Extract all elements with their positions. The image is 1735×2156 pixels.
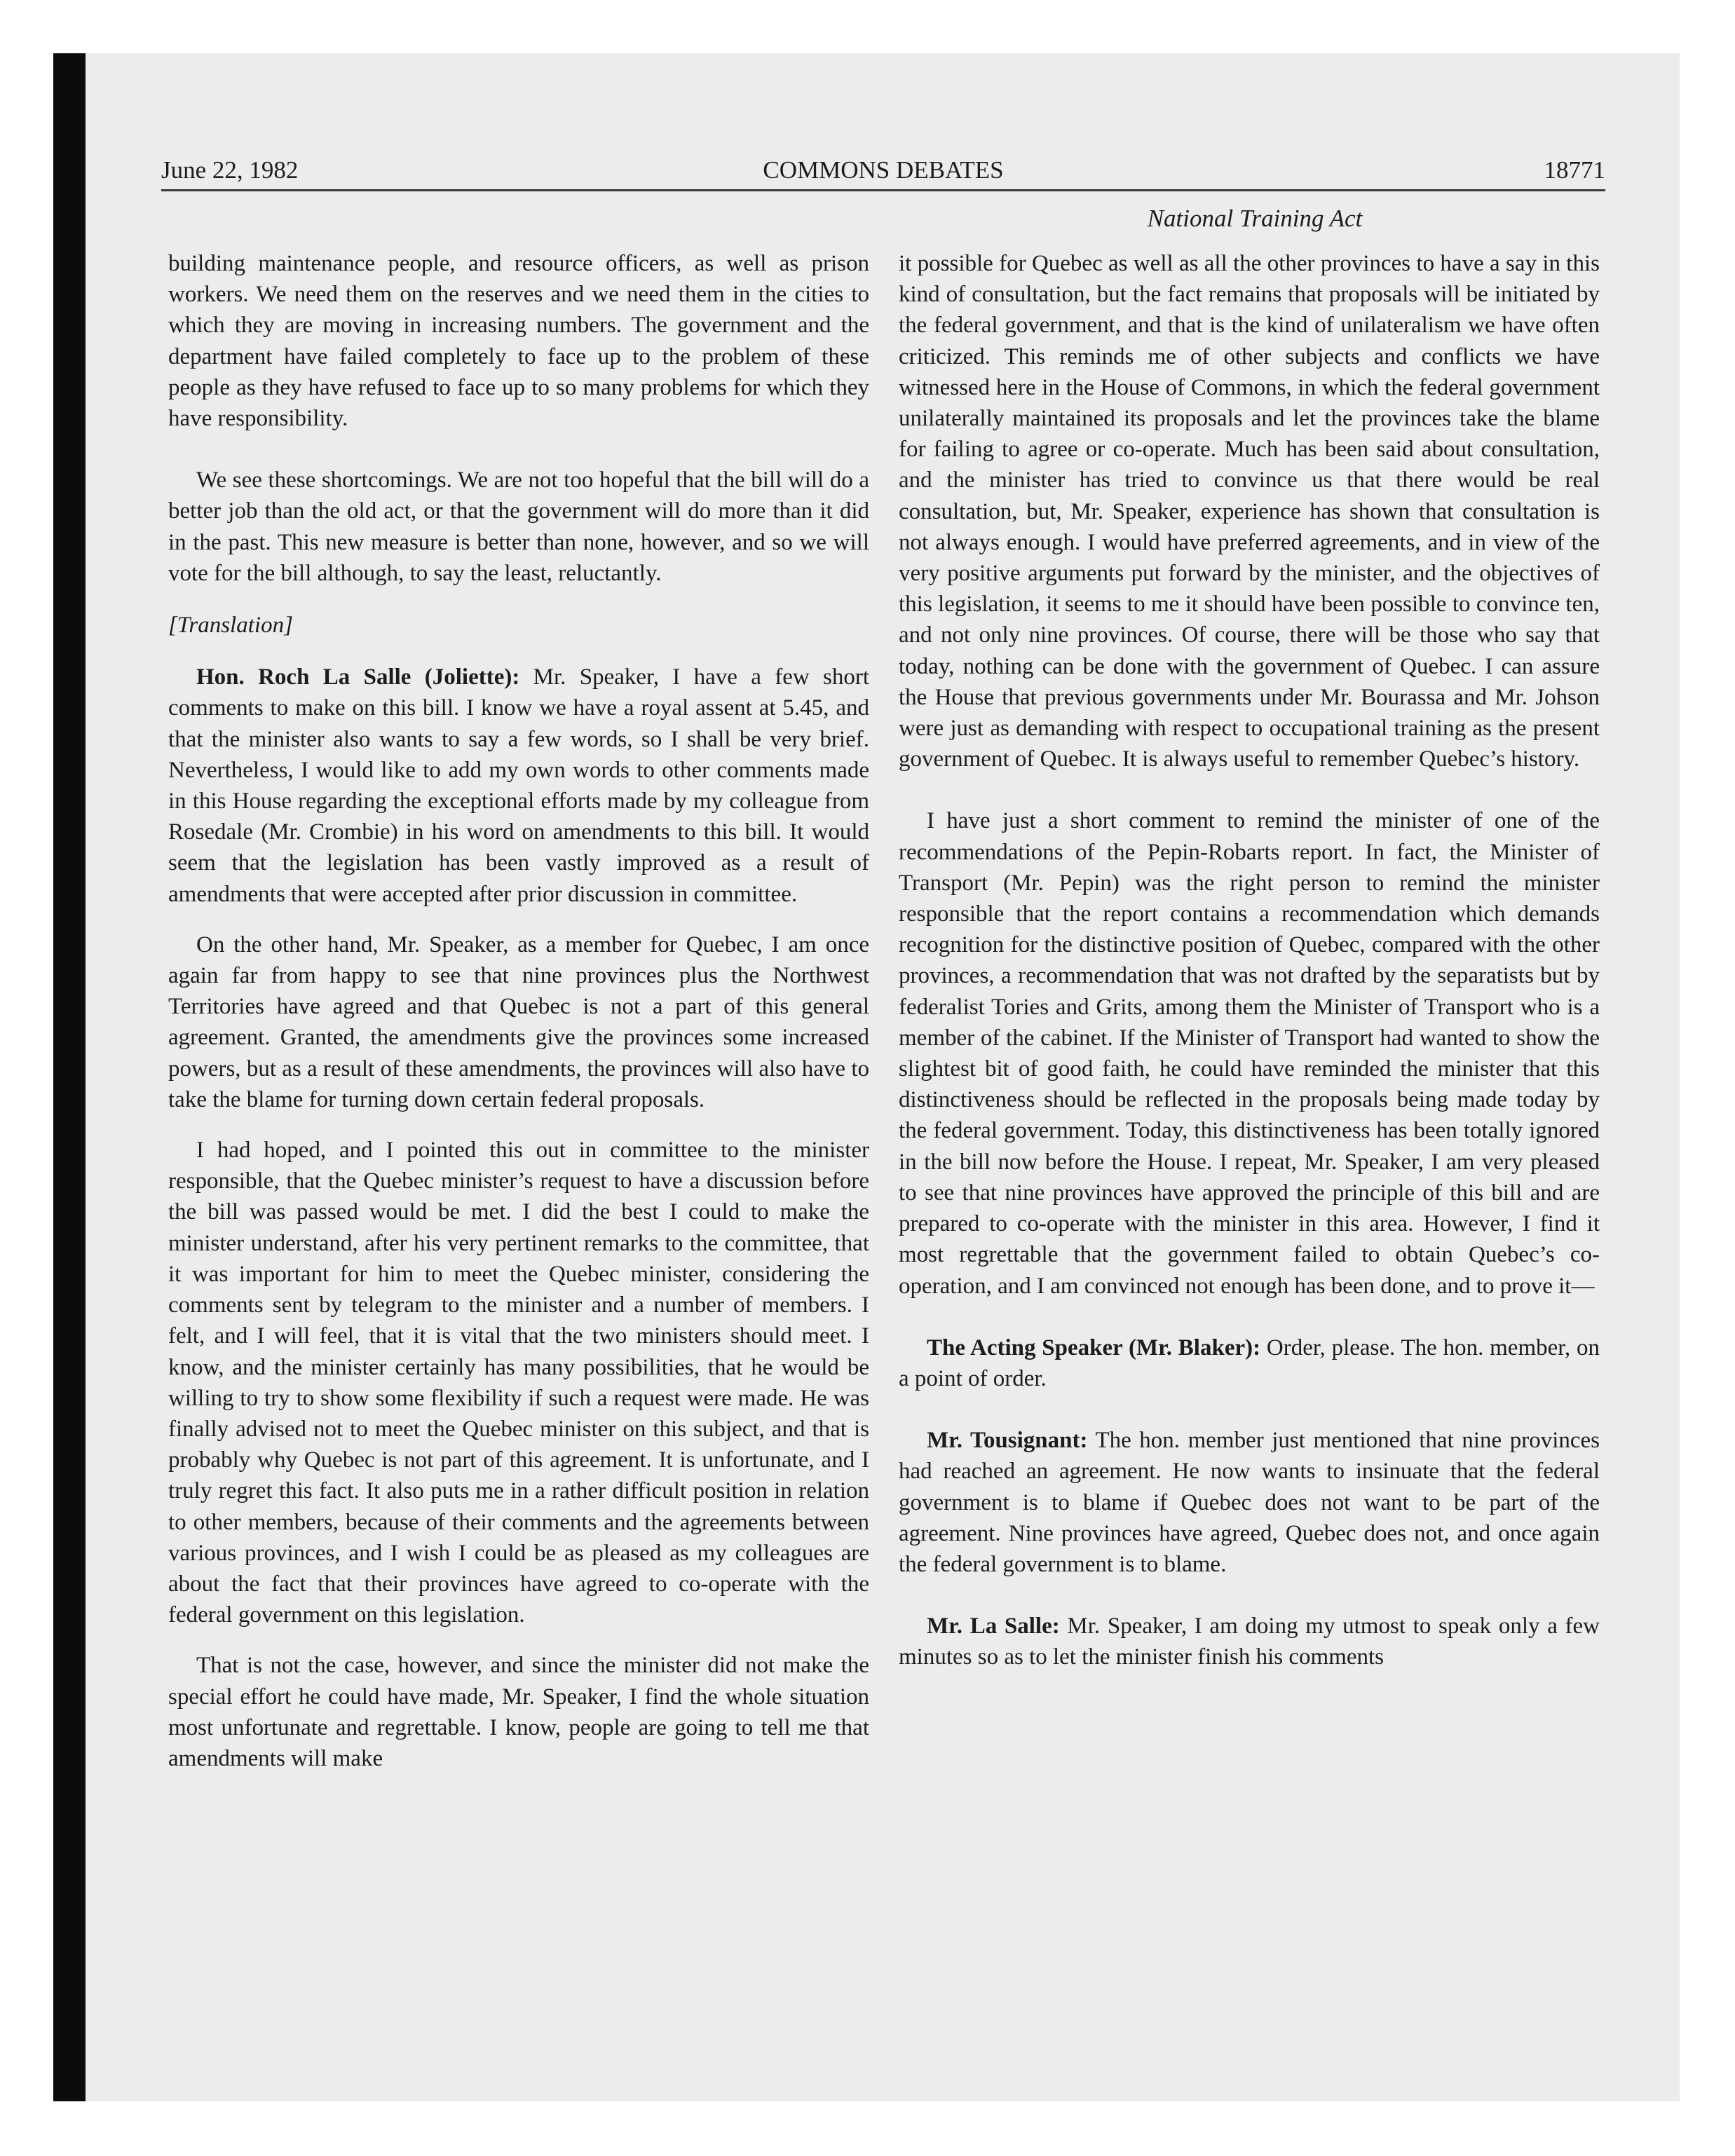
paragraph: We see these shortcomings. We are not too hopeful that the bill will do a better job than the old act, or that the government will do more than it did in the past. This new measure is better than none, however, and so we will vote for the bill although, to say the least, reluctantly. (168, 468, 869, 586)
paragraph: building maintenance people, and resource officers, as well as prison workers. We need them on the reserves and we need them in the cities to which they are moving in increasing numbers. The government and the department have failed completely to face up to the problem of these people as they have refused to face up to so many problems for which they have responsibility. (168, 251, 869, 432)
speech-paragraph (899, 1611, 1600, 1672)
speech-text: Mr. Speaker, I am doing my utmost to speak only a few minutes so as to let the minister finish his comments (899, 1613, 1600, 1670)
header-date: June 22, 1982 (161, 156, 299, 184)
right-column (899, 248, 1600, 1673)
running-header (161, 153, 1605, 188)
section-title: National Training Act (1147, 205, 1363, 232)
left-column (168, 248, 869, 1774)
speech-text: The hon. member just mentioned that nine provinces had reached an agreement. He now wants to insinuate that the federal government is to blame if Quebec does not want to be part of the agreement. Nine provinces have agreed, Quebec does not, and once again the federal government is to blame. (899, 1428, 1600, 1577)
translation-label: [Translation] (168, 613, 293, 639)
paragraph: it possible for Quebec as well as all the other provinces to have a say in this kind of consultation, but the fact remains that proposals will be initiated by the federal government, and that is the kind of unilateralism we have often criticized. This reminds me of other subjects and conflicts we have witnessed here in the House of Commons, in which the federal government unilaterally maintained its proposals and let the provinces take the blame for failing to agree or co-operate. Much has been said about consultation, and the minister has tried to convince us that there would be real consultation, but, Mr. Speaker, experience has shown that consultation is not always enough. I would have preferred agreements, and in view of the very positive arguments put forward by the minister, and the objectives of this legislation, it seems to me it should have been possible to convince ten, and not only nine provinces. Of course, there will be those who say that today, nothing can be done with the government of Quebec. I can assure the House that previous governments under Mr. Bourassa and Mr. Johson were just as demanding with respect to occupational training as the present government of Quebec. It is always useful to remember Quebec’s history. (899, 251, 1600, 772)
speech-text: Order, please. The hon. member, on a point of order. (899, 1335, 1600, 1391)
header-rule (161, 189, 1605, 191)
speech-text: Mr. Speaker, I have a few short comments to make on this bill. I know we have a royal assent at 5.45, and that the minister also wants to say a few words, so I shall be very brief. Nevertheless, I would like to add my own words to other comments made in this House regarding the exceptional efforts made by my colleague from Rosedale (Mr. Crombie) in his word on amendments to this bill. It would seem that the legislation has been vastly improved as a result of amendments that were accepted after prior discussion in committee. (168, 664, 870, 907)
speech-paragraph (168, 662, 869, 910)
paragraph: I have just a short comment to remind the minister of one of the recommendations of the Pepin-Robarts report. In fact, the Minister of Transport (Mr. Pepin) was the right person to remind the minister responsible that the report contains a recommendation which demands recognition for the distinctive position of Quebec, compared with the other provinces, a recommendation that was not drafted by the separatists but by federalist Tories and Grits, among them the Minister of Transport who is a member of the cabinet. If the Minister of Transport had wanted to show the slightest bit of good faith, he could have reminded the minister that this distinctiveness should be reflected in the proposals being made today by the federal government. Today, this distinctiveness has been totally ignored in the bill now before the House. I repeat, Mr. Speaker, I am very pleased to see that nine provinces have approved the principle of this bill and are prepared to co-operate with the minister in this area. However, I find it most regrettable that the government failed to obtain Quebec’s co-operation, and I am convinced not enough has been done, and to prove it— (899, 808, 1600, 1299)
speaker-name: Mr. La Salle: (927, 1613, 1060, 1639)
speech-paragraph (899, 1425, 1600, 1580)
speaker-name: The Acting Speaker (Mr. Blaker): (927, 1335, 1261, 1360)
page-number: 18771 (1544, 156, 1605, 184)
paragraph: On the other hand, Mr. Speaker, as a member for Quebec, I am once again far from happy to see that nine provinces plus the Northwest Territories have agreed and that Quebec is not a part of this general agreement. Granted, the amendments give the provinces some increased powers, but as a result of these amendments, the provinces will also have to take the blame for turning down certain federal proposals. (168, 932, 869, 1112)
publication-title: COMMONS DEBATES (763, 156, 1004, 184)
paragraph: That is not the case, however, and since the minister did not make the special effort he could have made, Mr. Speaker, I find the whole situation most unfortunate and regrettable. I know, people are going to tell me that amendments will make (168, 1653, 869, 1771)
binding-edge (53, 53, 86, 2101)
paragraph: I had hoped, and I pointed this out in committee to the minister responsible, that the Quebec minister’s request to have a discussion before the bill was passed would be met. I did the best I could to make the minister understand, after his very pertinent remarks to the committee, that it was important for him to meet the Quebec minister, considering the comments sent by telegram to the minister and a number of members. I felt, and I will feel, that it is vital that the two ministers should meet. I know, and the minister certainly has many possibilities, that he would be willing to try to show some flexibility if such a request were made. He was finally advised not to meet the Quebec minister on this subject, and that is probably why Quebec is not part of this agreement. It is unfortunate, and I truly regret this fact. It also puts me in a rather difficult position in relation to other members, because of their comments and the agreements between various provinces, and I wish I could be as pleased as my colleagues are about the fact that their provinces have agreed to co-operate with the federal government on this legislation. (168, 1138, 869, 1628)
speaker-name: Hon. Roch La Salle (Joliette): (196, 664, 520, 690)
speech-paragraph (899, 1332, 1600, 1394)
speaker-name: Mr. Tousignant: (927, 1428, 1088, 1454)
